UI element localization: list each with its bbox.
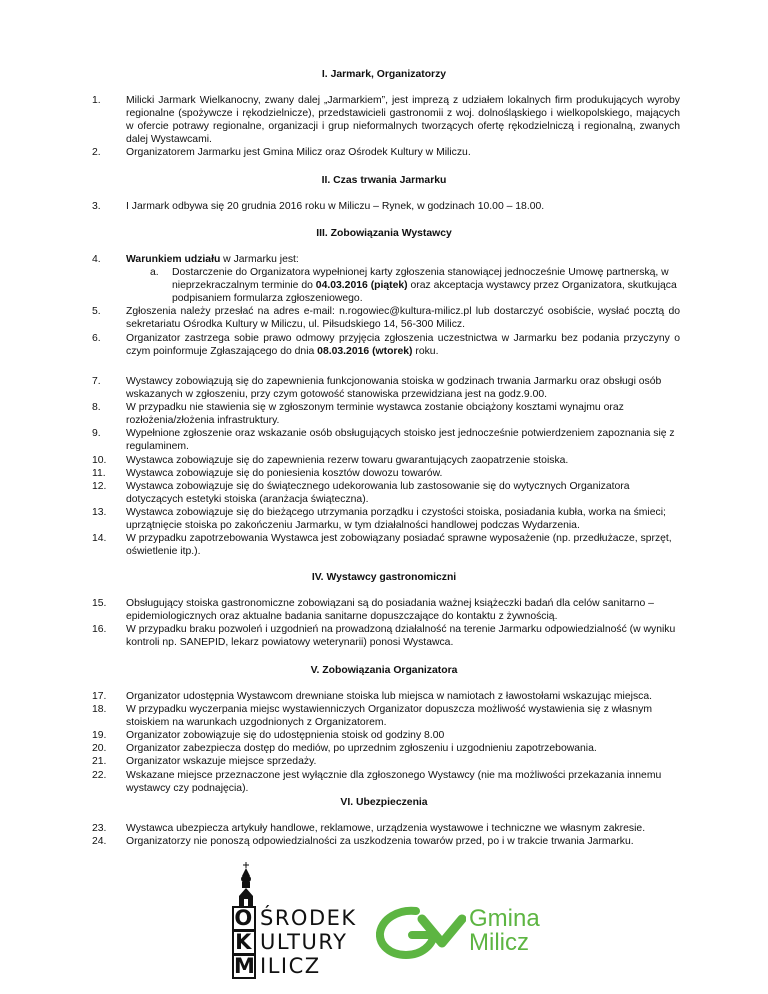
okm-logo-line-2: K ULTURY	[232, 930, 347, 955]
list-item: 17. Organizator udostępnia Wystawcom drewniane stoiska lub miejsca w namiotach z ławostołami wskazując miejsca.	[92, 691, 653, 702]
list-item: 19. Organizator zobowiązuje się do udostępnienia stoisk od godziny 8.00	[92, 730, 445, 742]
okm-logo-line-1: O ŚRODEK	[232, 906, 357, 931]
item-text: Organizator zobowiązuje się do udostępnienia stoisk od godziny 8.00	[126, 730, 445, 742]
list-item: 22. Wskazane miejsce przeznaczone jest wyłącznie dla zgłoszonego Wystawcy (nie ma możliwości przekazania innemu wystawcy czy podnajęcia).	[92, 769, 662, 794]
list-item: 15. Obsługujący stoiska gastronomiczne zobowiązani są do posiadania ważnej książeczki badań dla celów sanitarno – epidemiologicznych oraz aktualne badania sanitarne dopuszczające do kontaktu z żywnością.	[92, 598, 654, 623]
section-5-list	[92, 690, 680, 795]
section-3-list-a	[92, 253, 680, 358]
item-text: Obsługujący stoiska gastronomiczne zobowiązani są do posiadania ważnej książeczki badań dla celów sanitarno – epidemiologicznych oraz aktualne badania sanitarne dopuszczające do kontaktu z żywnością.	[126, 598, 654, 623]
section-heading-3: III. Zobowiązania Wystawcy	[316, 228, 452, 239]
list-item: 20. Organizator zabezpiecza dostęp do mediów, po uprzednim zgłoszeniu i uzgodnieniu zapotrzebowania.	[92, 743, 597, 755]
church-tower-icon	[231, 862, 261, 908]
item-text: Wystawca zobowiązuje się do świątecznego udekorowania lub zastosowanie się do wytycznych Organizatora dotyczących estetyki stoiska (aranżacja świąteczna).	[126, 480, 630, 505]
section-heading-5: V. Zobowiązania Organizatora	[310, 665, 458, 676]
item-text: Wystawca zobowiązuje się do bieżącego utrzymania porządku i czystości stoiska, posiadania kubła, worka na śmieci; uprzątnięcie stoiska po zakończeniu Jarmarku, w tym działalności handlowej podczas Wydarzenia.	[126, 506, 666, 532]
gmina-logo-text-1: Gmina	[469, 905, 540, 932]
item-text: w Jarmarku jest:	[220, 254, 299, 265]
item-text: Wystawca zobowiązuje się do poniesienia kosztów dowozu towarów.	[126, 467, 443, 479]
section-6-list	[92, 822, 680, 848]
item-text: W przypadku nie stawienia się w zgłoszonym terminie wystawca zostanie obciążony kosztami wynajmu oraz rozłożenia/złożenia infrastruktury.	[126, 402, 624, 427]
section-heading-1: I. Jarmark, Organizatorzy	[321, 69, 447, 80]
list-item: 5. Zgłoszenia należy przesłać na adres e-mail: n.rogowiec@kultura-milicz.pl lub dostarczyć osobiście, wysłać pocztą do sekretariatu Ośrodka Kultury w Miliczu, ul. Piłsudskiego 14, 56-300 Milicz.	[92, 306, 680, 331]
gmina-logo-text-2: Milicz	[469, 929, 529, 956]
list-item: 16. W przypadku braku pozwoleń i uzgodnień na prowadzoną działalność na terenie Jarmarku odpowiedzialność (w wyniku kontroli np. SANEPID, lekarz powiatowy weterynarii) ponosi Wystawca.	[92, 624, 676, 649]
list-item: 3. I Jarmark odbywa się 20 grudnia 2016 roku w Miliczu – Rynek, w godzinach 10.00 – 18.00.	[92, 201, 545, 212]
list-item: 9. Wypełnione zgłoszenie oraz wskazanie osób obsługujących stoisko jest jednocześnie potwierdzeniem zapoznania się z regulaminem.	[92, 428, 675, 453]
item-bold-text: Warunkiem udziału	[126, 254, 221, 265]
list-subitem: a. Dostarczenie do Organizatora wypełnionej karty zgłoszenia stanowiącej jednocześnie Umowę partnerską, w nieprzekraczalnym terminie do 04.03.2016 (piątek) oraz akceptacja wystawcy przez Organizatora, skutkująca podpisaniem formularza zgłoszeniowego.	[150, 267, 677, 305]
section-4-list	[92, 597, 680, 649]
section-heading-4: IV. Wystawcy gastronomiczni	[311, 572, 457, 583]
section-1-list	[92, 94, 680, 159]
item-text: Organizator udostępnia Wystawcom drewniane stoiska lub miejsca w namiotach z ławostołami wskazując miejsca.	[126, 691, 653, 702]
item-text: W przypadku wyczerpania miejsc wystawienniczych Organizator dopuszcza możliwość wystawienia się z własnym stoiskiem na warunkach uzgodnionych z Organizatorem.	[126, 704, 653, 729]
item-text: W przypadku braku pozwoleń i uzgodnień na prowadzoną działalność na terenie Jarmarku odpowiedzialność (w wyniku kontroli np. SANEPID, lekarz powiatowy weterynarii) ponosi Wystawca.	[126, 624, 676, 649]
item-text: Wystawcy zobowiązują się do zapewnienia funkcjonowania stoiska w godzinach trwania Jarmarku oraz obsługi osób wskazanych w zgłoszeniu, przy czym gotowość stanowiska przewidziana jest na godz.9.00.	[126, 376, 662, 401]
item-text: Organizator wskazuje miejsce sprzedaży.	[126, 756, 317, 768]
item-text: Wystawca ubezpiecza artykuły handlowe, reklamowe, urządzenia wystawowe i techniczne we własnym zakresie.	[126, 823, 646, 834]
section-2-list	[92, 200, 680, 213]
okm-logo-line-3: M ILICZ	[234, 954, 321, 978]
list-item: 18. W przypadku wyczerpania miejsc wystawienniczych Organizator dopuszcza możliwość wystawienia się z własnym stoiskiem na warunkach uzgodnionych z Organizatorem.	[92, 704, 653, 729]
item-text: Wskazane miejsce przeznaczone jest wyłącznie dla zgłoszonego Wystawcy (nie ma możliwości przekazania innemu wystawcy czy podnajęcia).	[126, 769, 662, 794]
section-3-list-b	[92, 375, 680, 558]
section-heading-2: II. Czas trwania Jarmarku	[321, 175, 447, 186]
item-text: Zgłoszenia należy przesłać na adres e-mail: n.rogowiec@kultura-milicz.pl lub dostarczyć osobiście, wysłać pocztą do sekretariatu Ośrodka Kultury w Miliczu, ul. Piłsudskiego 14, 56-300 Milicz.	[126, 306, 680, 331]
list-item: 13. Wystawca zobowiązuje się do bieżącego utrzymania porządku i czystości stoiska, posiadania kubła, worka na śmieci; uprzątnięcie stoiska po zakończeniu Jarmarku, w tym działalności handlowej podczas Wydarzenia.	[92, 506, 666, 532]
item-text: Milicki Jarmark Wielkanocny, zwany dalej „Jarmarkiem”, jest imprezą z udziałem lokalnych firm produkujących wyroby regionalne (spożywcze i rękodzielnicze), przedstawicieli gastronomii z woj. dolnośląskiego i wielkopolskiego, mających w ofercie potrawy regionalne, organizacji i grup nieformalnych tworzących ofertę rękodzielniczą i regionalną, zwanych dalej Wystawcami.	[126, 95, 680, 146]
list-item: 14. W przypadku zapotrzebowania Wystawca jest zobowiązany posiadać sprawne wyposażenie (np. przedłużacze, sprzęt, oświetlenie itp.).	[92, 533, 672, 558]
list-item: 24. Organizatorzy nie ponoszą odpowiedzialności za uszkodzenia towarów przed, po i w trakcie trwania Jarmarku.	[92, 836, 634, 848]
item-text: Wystawca zobowiązuje się do zapewnienia rezerw towaru gwarantujących zaopatrzenie stoiska.	[126, 454, 569, 466]
list-item: 7. Wystawcy zobowiązują się do zapewnienia funkcjonowania stoiska w godzinach trwania Jarmarku oraz obsługi osób wskazanych w zgłoszeniu, przy czym gotowość stanowiska przewidziana jest na godz.9.00.	[92, 376, 662, 401]
gmina-milicz-logo-icon	[376, 905, 466, 961]
section-heading-6: VI. Ubezpieczenia	[340, 797, 428, 808]
list-item: 23. Wystawca ubezpiecza artykuły handlowe, reklamowe, urządzenia wystawowe i techniczne we własnym zakresie.	[92, 823, 646, 834]
list-item: 4. Warunkiem udziału w Jarmarku jest:	[92, 254, 299, 265]
list-item: 2. Organizatorem Jarmarku jest Gmina Milicz oraz Ośrodek Kultury w Miliczu.	[92, 147, 471, 159]
item-text: I Jarmark odbywa się 20 grudnia 2016 roku w Miliczu – Rynek, w godzinach 10.00 – 18.00.	[126, 201, 545, 212]
list-item: 12. Wystawca zobowiązuje się do świątecznego udekorowania lub zastosowanie się do wytycznych Organizatora dotyczących estetyki stoiska (aranżacja świąteczna).	[92, 480, 630, 505]
item-text: Organizatorzy nie ponoszą odpowiedzialności za uszkodzenia towarów przed, po i w trakcie trwania Jarmarku.	[126, 836, 634, 848]
item-text: Organizator zabezpiecza dostęp do mediów, po uprzednim zgłoszeniu i uzgodnieniu zapotrzebowania.	[126, 743, 597, 755]
list-item: 10. Wystawca zobowiązuje się do zapewnienia rezerw towaru gwarantujących zaopatrzenie stoiska.	[92, 454, 569, 466]
list-item: 1. Milicki Jarmark Wielkanocny, zwany dalej „Jarmarkiem”, jest imprezą z udziałem lokalnych firm produkujących wyroby regionalne (spożywcze i rękodzielnicze), przedstawicieli gastronomii z woj. dolnośląskiego i wielkopolskiego, mających w ofercie potrawy regionalne, organizacji i grup nieformalnych tworzących ofertę rękodzielniczą i regionalną, zwanych dalej Wystawcami.	[92, 95, 680, 146]
item-text: Wypełnione zgłoszenie oraz wskazanie osób obsługujących stoisko jest jednocześnie potwierdzeniem zapoznania się z regulaminem.	[126, 428, 675, 453]
list-item: 11. Wystawca zobowiązuje się do poniesienia kosztów dowozu towarów.	[92, 467, 443, 479]
item-text: Organizatorem Jarmarku jest Gmina Milicz oraz Ośrodek Kultury w Miliczu.	[126, 147, 471, 159]
item-text: W przypadku zapotrzebowania Wystawca jest zobowiązany posiadać sprawne wyposażenie (np. przedłużacze, sprzęt, oświetlenie itp.).	[126, 533, 672, 558]
list-item: 8. W przypadku nie stawienia się w zgłoszonym terminie wystawca zostanie obciążony kosztami wynajmu oraz rozłożenia/złożenia infrastruktury.	[92, 402, 624, 427]
list-item: 21. Organizator wskazuje miejsce sprzedaży.	[92, 756, 317, 768]
list-item: 6. Organizator zastrzega sobie prawo odmowy przyjęcia zgłoszenia uczestnictwa w Jarmarku bez podania przyczyny o czym poinformuje Zgłaszającego do dnia 08.03.2016 (wtorek) roku.	[92, 332, 680, 357]
